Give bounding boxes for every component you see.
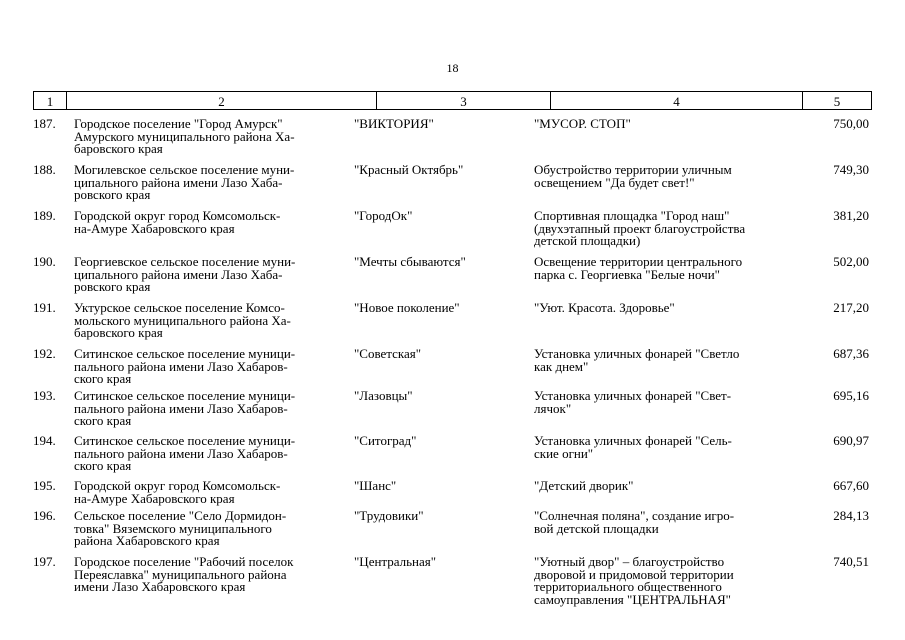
project-name-line: ские огни" — [534, 445, 594, 461]
municipality-name-line: мольского муниципального района Ха- — [74, 312, 291, 328]
table-row — [33, 390, 871, 428]
project-name — [527, 302, 787, 340]
row-number: 194. — [33, 433, 56, 448]
amount: 750,00 — [833, 116, 869, 131]
municipality-name-line: товка" Вяземского муниципального — [74, 520, 272, 536]
project-name-line: "Солнечная поляна", создание игро- — [534, 508, 735, 523]
municipality-name-line: Городское поселение "Город Амурск" — [74, 116, 283, 131]
municipality-name — [74, 510, 346, 548]
project-name-line: "МУСОР. СТОП" — [534, 116, 631, 131]
municipality-name-line: ского края — [74, 371, 132, 387]
project-name-line: лячок" — [534, 400, 572, 416]
project-name-line: Обустройство территории уличным — [534, 162, 732, 177]
project-name — [527, 510, 787, 548]
team-name: "Трудовики" — [354, 508, 424, 523]
municipality-name-line: района Хабаровского края — [74, 533, 220, 549]
municipality-name-line: Переяславка" муниципального района — [74, 566, 287, 582]
municipality-name — [74, 210, 346, 248]
team-name: "Новое поколение" — [354, 300, 460, 315]
table-row — [33, 256, 871, 294]
team-name: "Ситоград" — [354, 433, 417, 448]
municipality-name-line: Георгиевское сельское поселение муни- — [74, 254, 296, 269]
project-name-line: парка с. Георгиевка "Белые ночи" — [534, 266, 720, 282]
table-row — [33, 510, 871, 548]
municipality-name — [74, 390, 346, 428]
amount: 695,16 — [833, 388, 869, 403]
project-name — [527, 164, 787, 202]
municipality-name-line: ского края — [74, 458, 132, 474]
project-name-line: "Уютный двор" – благоустройство — [534, 554, 725, 569]
row-number: 197. — [33, 554, 56, 569]
row-number: 190. — [33, 254, 56, 269]
row-number: 196. — [33, 508, 56, 523]
table-row — [33, 556, 871, 606]
project-name-line: Установка уличных фонарей "Свет- — [534, 388, 732, 403]
municipality-name-line: баровского края — [74, 325, 163, 341]
project-name-line: дворовой и придомовой территории — [534, 566, 734, 582]
row-number: 189. — [33, 208, 56, 223]
amount: 687,36 — [833, 346, 869, 361]
municipality-name-line: баровского края — [74, 141, 163, 157]
page-number: 18 — [446, 61, 459, 75]
amount: 740,51 — [833, 554, 869, 569]
municipality-name-line: ровского края — [74, 279, 151, 295]
municipality-name — [74, 480, 346, 505]
table-row — [33, 480, 871, 505]
municipality-name — [74, 348, 346, 386]
project-name — [527, 348, 787, 386]
amount: 667,60 — [833, 478, 869, 493]
municipality-name-line: пального района имени Лазо Хабаров- — [74, 400, 288, 416]
municipality-name-line: Ситинское сельское поселение муници- — [74, 388, 296, 403]
project-name-line: Освещение территории центрального — [534, 254, 743, 269]
row-number: 193. — [33, 388, 56, 403]
municipality-name-line: Ситинское сельское поселение муници- — [74, 346, 296, 361]
amount: 749,30 — [833, 162, 869, 177]
amount: 502,00 — [833, 254, 869, 269]
table-row — [33, 164, 871, 202]
project-name-line: освещением "Да будет свет!" — [534, 174, 695, 190]
municipality-name-line: Уктурское сельское поселение Комсо- — [74, 300, 285, 315]
municipality-name-line: ципального района имени Лазо Хаба- — [74, 174, 283, 190]
municipality-name-line: Городской округ город Комсомольск- — [74, 208, 281, 223]
row-number: 192. — [33, 346, 56, 361]
municipality-name-line: Сельское поселение "Село Дормидон- — [74, 508, 287, 523]
amount: 381,20 — [833, 208, 869, 223]
project-name-line: Спортивная площадка "Город наш" — [534, 208, 730, 223]
header-col-5: 5 — [803, 92, 872, 110]
municipality-name — [74, 256, 346, 294]
municipality-name — [74, 302, 346, 340]
project-name — [527, 256, 787, 294]
municipality-name-line: ровского края — [74, 187, 151, 203]
team-name: "Лазовцы" — [354, 388, 413, 403]
table-row — [33, 302, 871, 340]
project-name — [527, 390, 787, 428]
municipality-name — [74, 118, 346, 156]
project-name-line: "Детский дворик" — [534, 478, 634, 493]
amount: 217,20 — [833, 300, 869, 315]
project-name-line: самоуправления "ЦЕНТРАЛЬНАЯ" — [534, 591, 731, 607]
municipality-name-line: ского края — [74, 413, 132, 429]
municipality-name-line: имени Лазо Хабаровского края — [74, 579, 246, 595]
project-name-line: Установка уличных фонарей "Сель- — [534, 433, 732, 448]
project-name-line: детской площадки) — [534, 233, 641, 249]
project-name — [527, 118, 787, 156]
team-name: "Советская" — [354, 346, 422, 361]
table-row — [33, 118, 871, 156]
row-number: 191. — [33, 300, 56, 315]
team-name: "ГородОк" — [354, 208, 413, 223]
team-name: "Шанс" — [354, 478, 397, 493]
header-col-3: 3 — [377, 92, 551, 110]
row-number: 188. — [33, 162, 56, 177]
team-name: "Красный Октябрь" — [354, 162, 464, 177]
row-number: 195. — [33, 478, 56, 493]
municipality-name-line: на-Амуре Хабаровского края — [74, 220, 235, 236]
municipality-name-line: пального района имени Лазо Хабаров- — [74, 358, 288, 374]
municipality-name-line: Могилевское сельское поселение муни- — [74, 162, 295, 177]
header-col-1: 1 — [34, 92, 67, 110]
amount: 284,13 — [833, 508, 869, 523]
municipality-name-line: Городской округ город Комсомольск- — [74, 478, 281, 493]
project-name-line: Установка уличных фонарей "Светло — [534, 346, 740, 361]
project-name-line: "Уют. Красота. Здоровье" — [534, 300, 675, 315]
municipality-name-line: ципального района имени Лазо Хаба- — [74, 266, 283, 282]
header-col-2: 2 — [67, 92, 377, 110]
header-col-4: 4 — [551, 92, 803, 110]
table-header — [33, 91, 872, 110]
project-name — [527, 435, 787, 473]
team-name: "Центральная" — [354, 554, 437, 569]
table-row — [33, 435, 871, 473]
table-row — [33, 348, 871, 386]
municipality-name-line: Амурского муниципального района Ха- — [74, 128, 295, 144]
project-name-line: (двухэтапный проект благоустройства — [534, 220, 746, 236]
table-row — [33, 210, 871, 248]
municipality-name-line: Городское поселение "Рабочий поселок — [74, 554, 294, 569]
project-name-line: территориального общественного — [534, 579, 722, 595]
municipality-name-line: Ситинское сельское поселение муници- — [74, 433, 296, 448]
amount: 690,97 — [833, 433, 869, 448]
project-name-line: как днем" — [534, 358, 589, 374]
row-number: 187. — [33, 116, 56, 131]
project-name-line: вой детской площадки — [534, 520, 659, 536]
project-name — [527, 480, 787, 505]
project-name — [527, 210, 787, 248]
municipality-name — [74, 556, 346, 606]
municipality-name — [74, 435, 346, 473]
municipality-name-line: на-Амуре Хабаровского края — [74, 490, 235, 506]
project-name — [527, 556, 787, 606]
municipality-name — [74, 164, 346, 202]
municipality-name-line: пального района имени Лазо Хабаров- — [74, 445, 288, 461]
team-name: "ВИКТОРИЯ" — [354, 116, 434, 131]
team-name: "Мечты сбываются" — [354, 254, 466, 269]
